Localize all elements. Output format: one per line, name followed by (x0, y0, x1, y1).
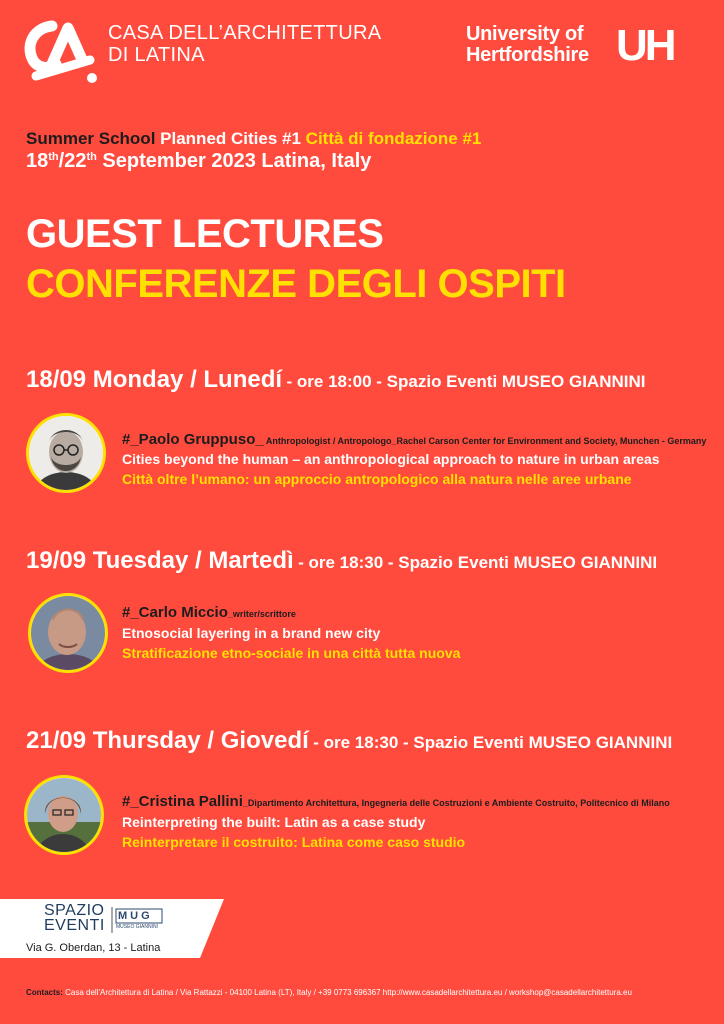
speaker-1-name: #_Paolo Gruppuso_ (122, 431, 264, 448)
spazio-label: SPAZIO (44, 902, 105, 919)
event-3-time: - ore 18:30 - Spazio Eventi MUSEO GIANNINI (313, 733, 673, 752)
event-3-talk-it: Reinterpretare il costruito: Latina come caso studio (122, 834, 466, 850)
summer-school-label: Summer School (26, 129, 156, 148)
casa-name-line2: DI LATINA (108, 44, 205, 66)
event-1-talk-en: Cities beyond the human – an anthropological approach to nature in urban areas (122, 451, 660, 467)
event-3-speaker (122, 793, 670, 811)
avatar-paolo-gruppuso (26, 413, 106, 493)
casa-architettura-name (108, 22, 381, 66)
spazio-eventi-logo (44, 903, 105, 933)
uh-line1: University of (466, 23, 584, 45)
event-2-talk-en: Etnosocial layering in a brand new city (122, 625, 381, 641)
date-slash: / (58, 150, 65, 172)
date-start-suffix: th (48, 151, 59, 163)
event-1-time: - ore 18:00 - Spazio Eventi MUSEO GIANNINI (286, 372, 646, 391)
museum-mark: MUG (118, 910, 153, 922)
school-dates (26, 150, 371, 173)
event-2-talk-it: Stratificazione etno-sociale in una città tutta nuova (122, 645, 461, 661)
date-end-suffix: th (86, 151, 97, 163)
uh-line2: Hertfordshire (466, 44, 589, 66)
event-2-speaker (122, 604, 296, 622)
event-1-talk-it: Città oltre l’umano: un approccio antropologico alla natura nelle aree urbane (122, 471, 632, 487)
event-3-day: 21/09 Thursday / Giovedí (26, 727, 309, 754)
page-title-it: CONFERENZE DEGLI OSPITI (26, 262, 566, 306)
date-start: 18 (26, 150, 49, 172)
page-title-en: GUEST LECTURES (26, 212, 384, 256)
avatar-cristina-pallini (24, 775, 104, 855)
contacts-text: Casa dell'Architettura di Latina / Via Rattazzi - 04100 Latina (LT), Italy / +39 0773 696367 http://www.casadellarchitettura.eu / workshop@casadellarchitettura.eu (62, 988, 632, 997)
date-end: 22 (64, 150, 87, 172)
summer-school-line (26, 129, 481, 149)
university-name (466, 24, 589, 66)
speaker-3-role: _Dipartimento Architettura, Ingegneria delle Costruzioni e Ambiente Costruito, Politecnico di Milano (242, 798, 670, 808)
event-2-header (26, 547, 657, 575)
footer-contacts (26, 988, 632, 997)
museum-name: MUSEO GIANNINI (116, 924, 158, 930)
eventi-label: EVENTI (44, 917, 105, 934)
casa-architettura-logo (22, 20, 100, 84)
event-3-header (26, 727, 672, 755)
uh-logo-mark: UH (616, 21, 674, 70)
event-1-day: 18/09 Monday / Lunedí (26, 366, 283, 393)
event-3-talk-en: Reinterpreting the built: Latin as a case study (122, 814, 426, 830)
speaker-1-role: Anthropologist / Antropologo_Rachel Carson Center for Environment and Society, Munchen - Germany (263, 436, 707, 446)
speaker-3-name: #_Cristina Pallini (122, 793, 243, 810)
contacts-label: Contacts: (26, 988, 63, 997)
event-1-header (26, 366, 645, 394)
citta-fondazione-label: Città di fondazione #1 (305, 129, 482, 148)
speaker-2-name: #_Carlo Miccio (122, 604, 228, 621)
speaker-2-role: _writer/scrittore (227, 609, 296, 619)
avatar-carlo-miccio (28, 593, 108, 673)
event-2-time: - ore 18:30 - Spazio Eventi MUSEO GIANNINI (298, 553, 658, 572)
casa-name-line1: CASA DELL’ARCHITETTURA (108, 22, 382, 44)
date-rest: September 2023 Latina, Italy (96, 150, 372, 172)
event-1-speaker (122, 431, 706, 449)
planned-cities-label: Planned Cities #1 (160, 129, 301, 148)
venue-address: Via G. Oberdan, 13 - Latina (26, 942, 161, 954)
event-2-day: 19/09 Tuesday / Martedì (26, 547, 294, 574)
